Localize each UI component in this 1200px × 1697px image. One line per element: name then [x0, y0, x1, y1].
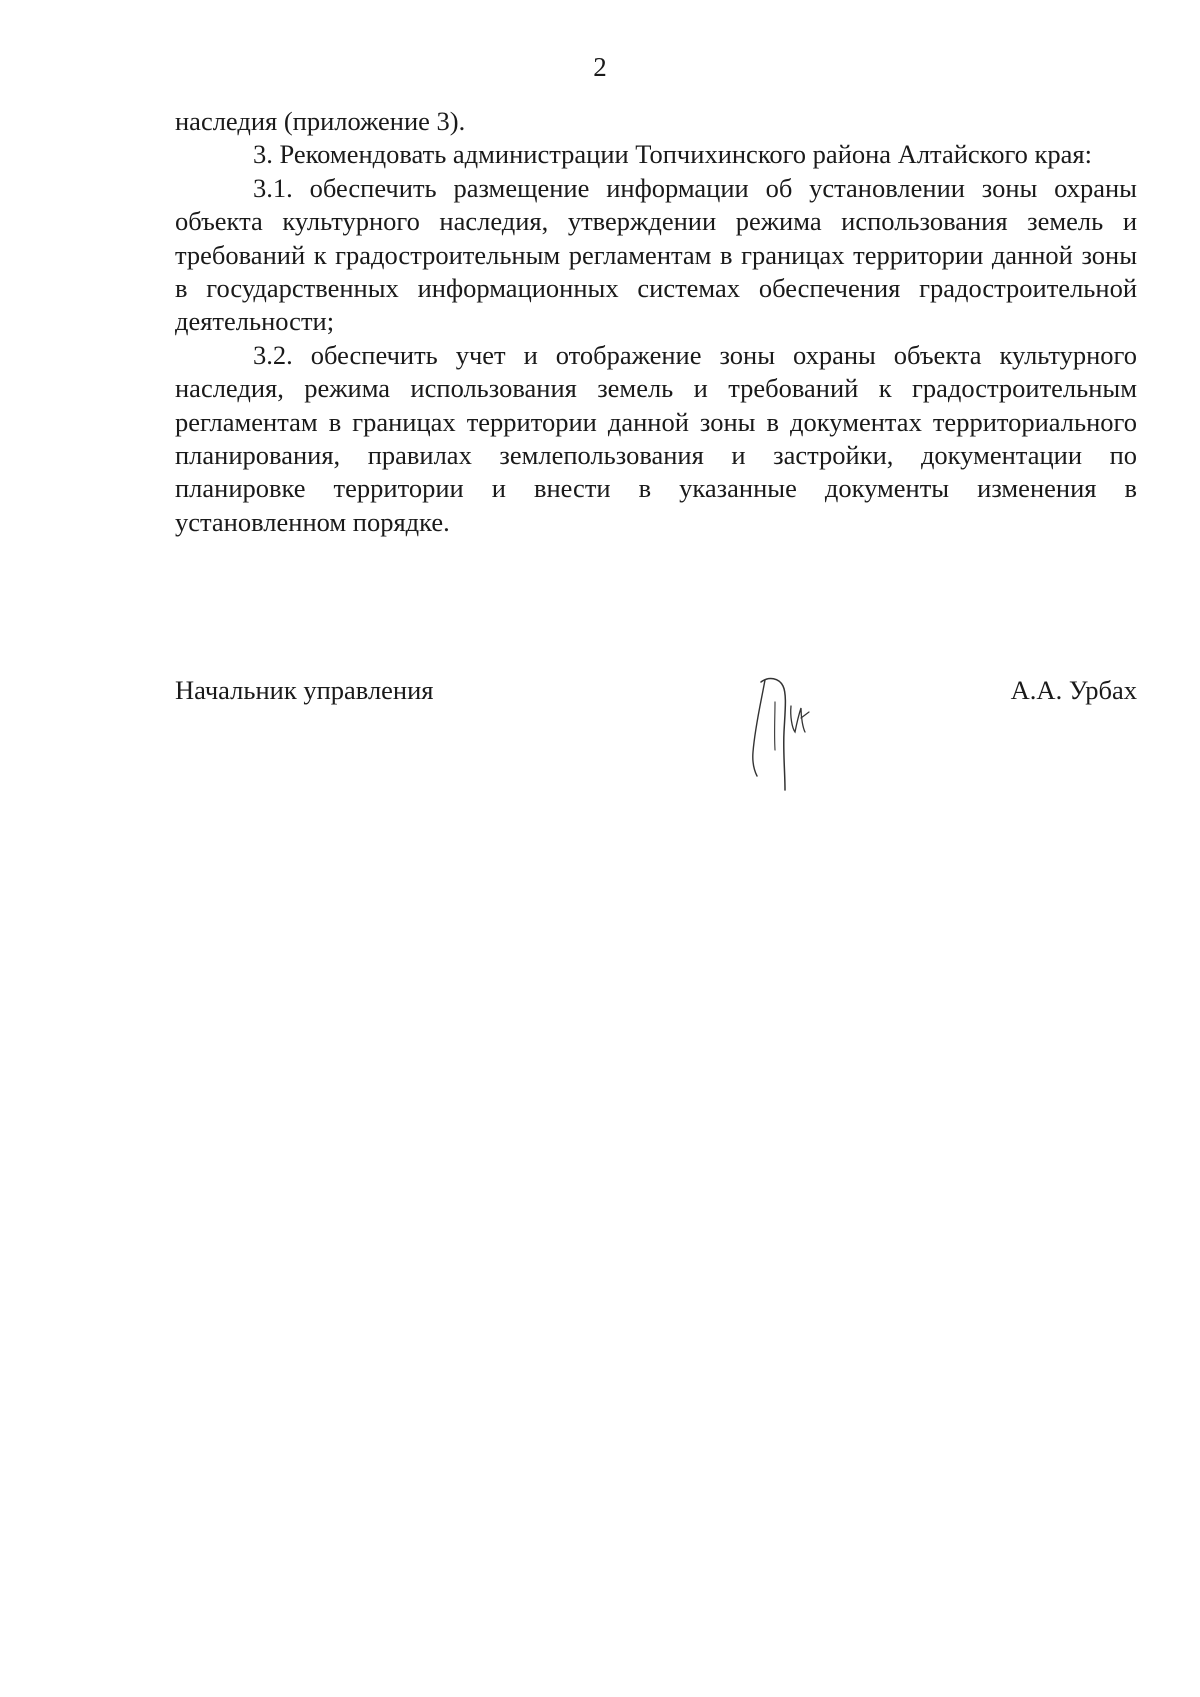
- page-number: 2: [593, 52, 607, 82]
- document-body: [175, 105, 1137, 539]
- paragraph-item-3-1: 3.1. обеспечить размещение информации об установлении зоны охраны объекта культурного наследия, утверждении режима использования земель и требований к градостроительным регламентам в границах территории данной зоны в государственных информационных системах обеспечения градостроительной деятельности;: [175, 172, 1137, 337]
- signatory-name: А.А. Урбах: [1010, 675, 1137, 705]
- paragraph-item-3: 3. Рекомендовать администрации Топчихинского района Алтайского края:: [253, 139, 1092, 170]
- signature-block: [175, 672, 1137, 712]
- signatory-position: Начальник управления: [175, 675, 434, 705]
- handwritten-signature-icon: [735, 672, 825, 792]
- paragraph-item-3-2: 3.2. обеспечить учет и отображение зоны охраны объекта культурного наследия, режима использования земель и требований к градостроительным регламентам в границах территории данной зоны в документах территориального планирования, правилах землепользования и застройки, документации по планировке территории и внести в указанные документы изменения в установленном порядке.: [175, 339, 1137, 537]
- paragraph-continuation: наследия (приложение 3).: [175, 106, 466, 136]
